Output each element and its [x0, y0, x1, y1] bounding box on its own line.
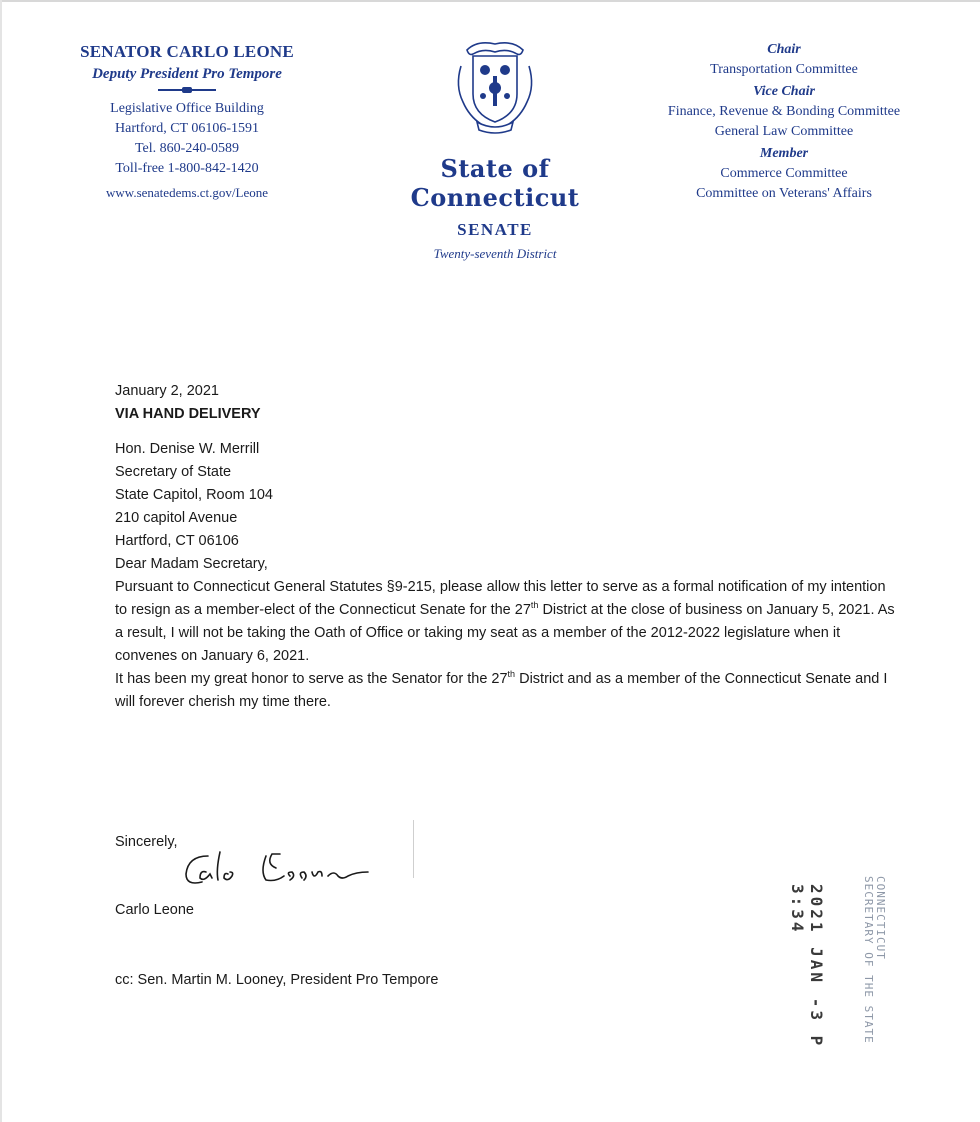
received-stamp-office	[846, 876, 886, 1086]
phone-line: Tel. 860-240-0589	[134, 141, 239, 156]
letterhead-right	[650, 40, 918, 204]
page-edge-top	[0, 0, 980, 2]
scan-mark-line	[413, 820, 414, 878]
vice-chair-label: Vice Chair	[753, 84, 815, 99]
page-edge-left	[0, 0, 2, 1122]
letterhead-left	[62, 42, 312, 201]
recipient-line: Hartford, CT 06106	[115, 533, 239, 549]
state-title: State of Connecticut	[410, 154, 580, 212]
letter-date: January 2, 2021	[115, 383, 219, 399]
tollfree-line: Toll-free 1-800-842-1420	[115, 161, 259, 176]
committee-item: Finance, Revenue & Bonding Committee	[667, 104, 901, 119]
address-line: Hartford, CT 06106-1591	[115, 121, 259, 136]
committee-item: General Law Committee	[714, 124, 854, 139]
recipient-line: Hon. Denise W. Merrill	[115, 441, 260, 457]
senator-title: Deputy President Pro Tempore	[92, 66, 282, 82]
handwritten-signature	[180, 842, 380, 898]
senate-label: SENATE	[457, 220, 533, 239]
address-line: Legislative Office Building	[110, 101, 264, 116]
committee-item: Commerce Committee	[720, 166, 848, 181]
signer-name: Carlo Leone	[115, 902, 194, 918]
paragraph-text: District at the close of business on January 5, 2021. As a result, I will not be taking the Oath of Office or taking my seat as a member of the 2012-2022 legislature when it convenes on January 6, 2021.	[115, 602, 895, 664]
stamp-office-line: SECRETARY OF THE STATE	[862, 876, 875, 1044]
district-label: Twenty-seventh District	[433, 246, 557, 261]
recipient-address	[115, 438, 895, 553]
chair-label: Chair	[767, 42, 801, 57]
body-paragraph-1	[115, 576, 895, 668]
paragraph-text: Pursuant to Connecticut General Statutes §9-215, please allow this letter to serve as a formal notification of my intention to resign as a member-elect of the Connecticut Senate for the 27	[115, 579, 886, 618]
ordinal-suffix: th	[530, 600, 539, 610]
salutation: Dear Madam Secretary,	[115, 556, 268, 572]
member-label: Member	[759, 146, 809, 161]
state-seal-icon	[447, 36, 543, 136]
recipient-line: State Capitol, Room 104	[115, 487, 273, 503]
letterhead-center	[370, 36, 620, 262]
received-stamp-date: 2021 JAN -3 P 3:34	[788, 884, 826, 1049]
paragraph-text: It has been my great honor to serve as the Senator for the 27	[115, 671, 508, 687]
recipient-line: 210 capitol Avenue	[115, 510, 238, 526]
letter-body	[115, 380, 895, 714]
recipient-line: Secretary of State	[115, 464, 232, 480]
delivery-method: VIA HAND DELIVERY	[115, 406, 261, 422]
paragraph-text: District and as a member of the Connecticut Senate and I will forever cherish my time there.	[115, 671, 888, 710]
website-text: www.senatedems.ct.gov/Leone	[106, 185, 268, 200]
carbon-copy-line: cc: Sen. Martin M. Looney, President Pro Tempore	[115, 972, 439, 988]
committee-item: Committee on Veterans' Affairs	[696, 186, 872, 201]
closing: Sincerely,	[115, 834, 178, 850]
ornament-divider	[158, 89, 216, 91]
stamp-office-line: CONNECTICUT	[874, 876, 887, 960]
body-paragraph-2	[115, 668, 895, 714]
committee-item: Transportation Committee	[710, 62, 858, 77]
ordinal-suffix: th	[507, 669, 516, 679]
senator-name: SENATOR CARLO LEONE	[80, 42, 294, 61]
